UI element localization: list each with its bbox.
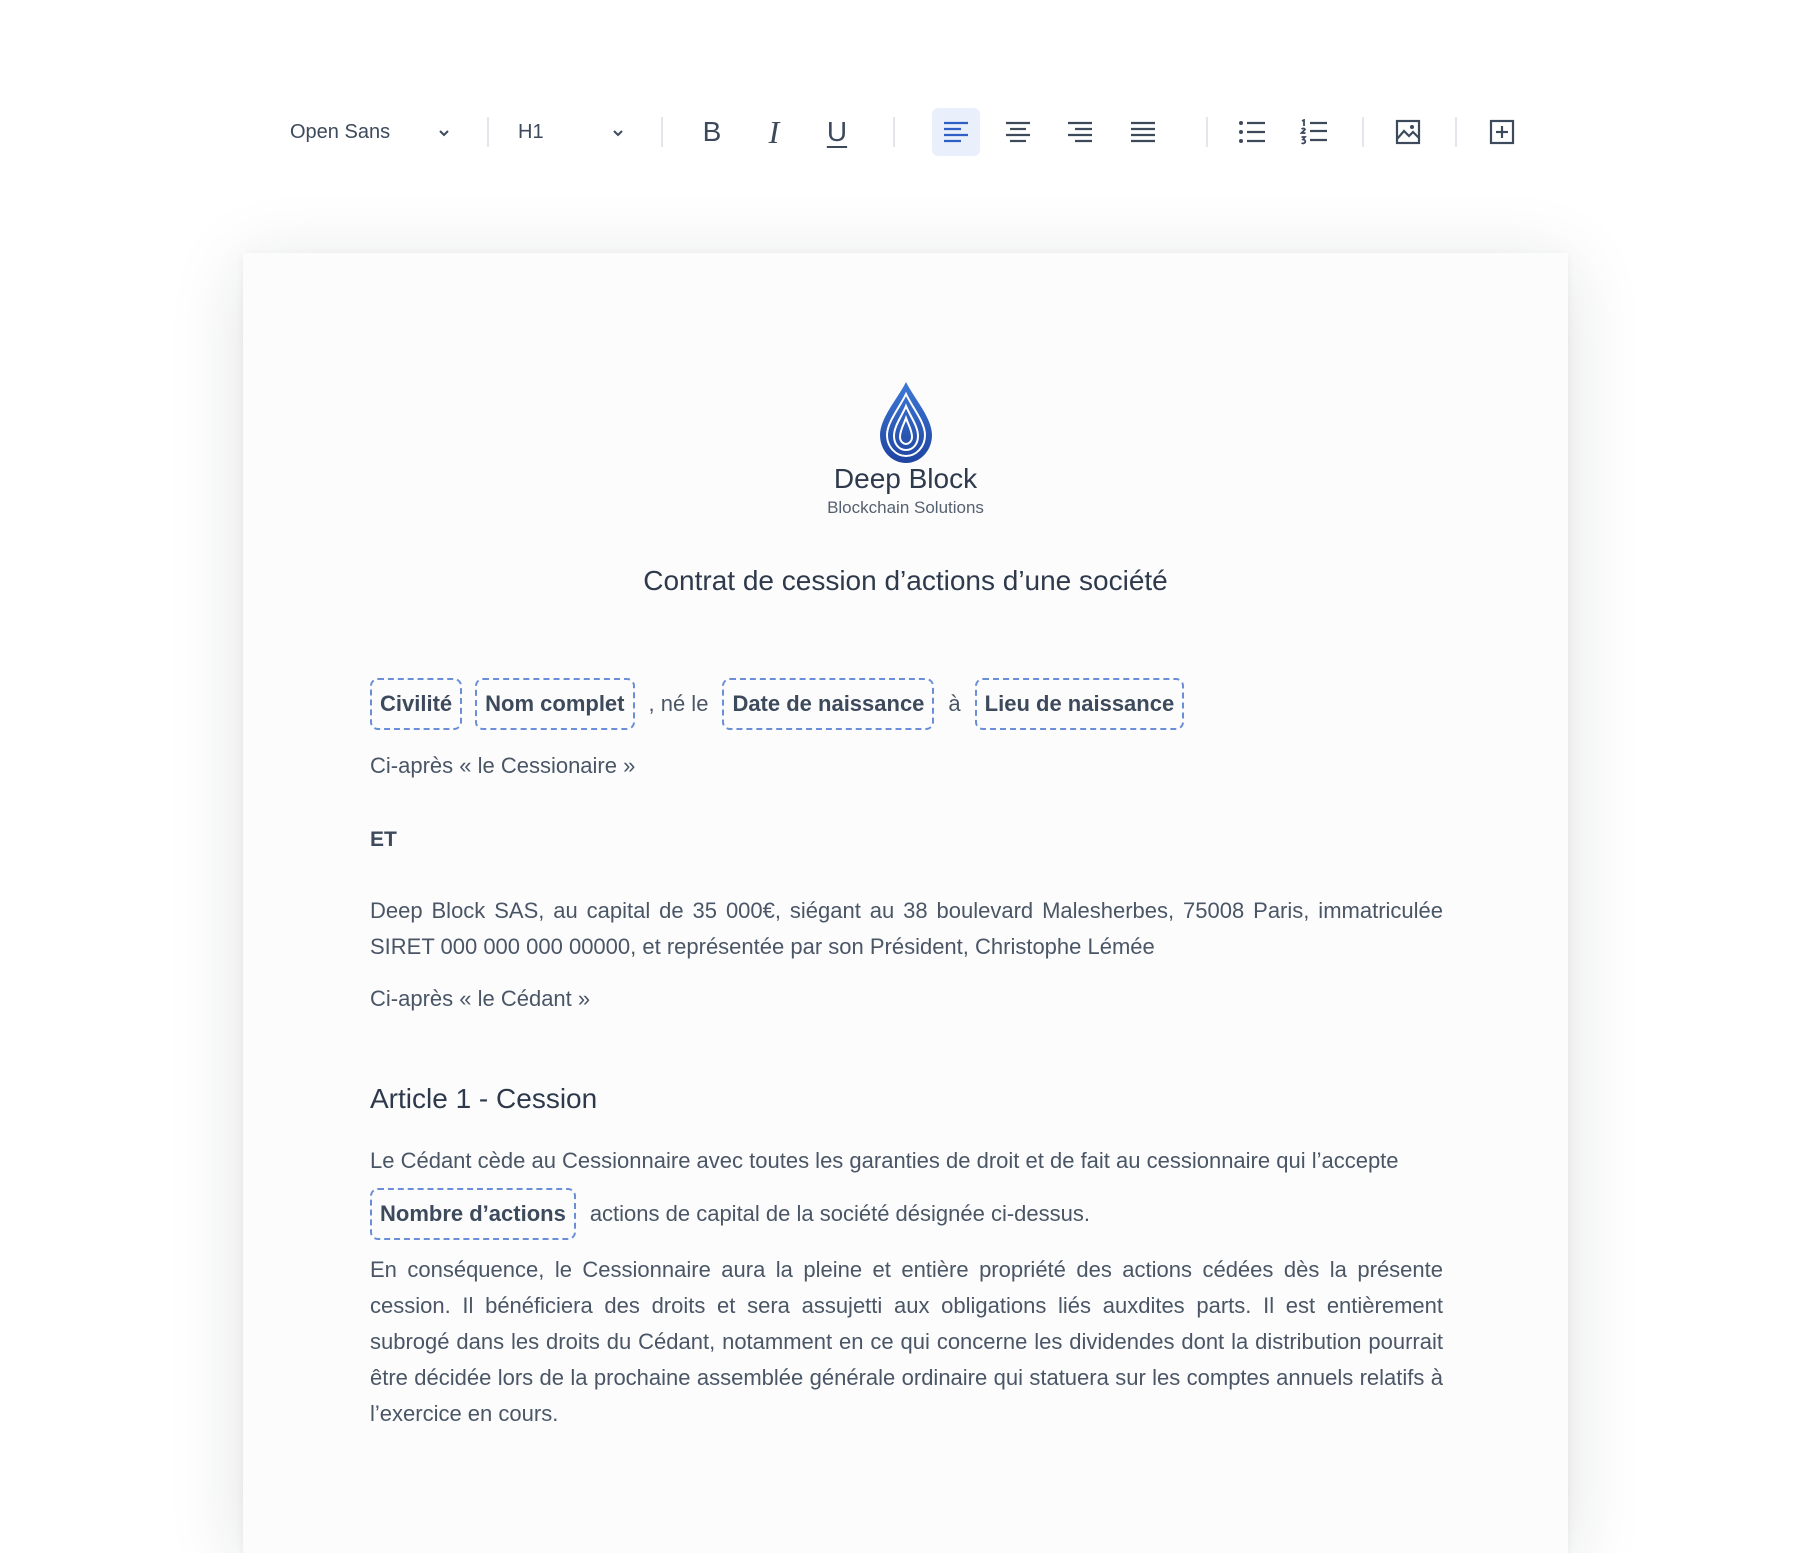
bold-button[interactable] — [688, 108, 736, 156]
share-count-field[interactable]: Nombre d’actions — [370, 1188, 576, 1240]
company-description: Deep Block SAS, au capital de 35 000€, siégant au 38 boulevard Malesherbes, 75008 Paris, immatriculée SIRET 000 000 000 00000, et représentée par son Président, Christophe Lémée — [370, 898, 1443, 959]
underline-button[interactable] — [813, 108, 861, 156]
article-1-body: En conséquence, le Cessionnaire aura la pleine et entière propriété des actions cédées dès la présente cession. Il bénéficiera des droits et sera assujetti aux obligations liés auxdites parts. Il est entièrement subrogé dans les droits du Cédant, notamment en ce qui concerne les dividendes dont la distribution pourrait être décidée lors de la prochaine assemblée générale ordinaire qui statuera sur les comptes annuels relatifs à l’exercice en cours. — [370, 1257, 1443, 1426]
heading-level-value: H1 — [518, 120, 544, 143]
birth-date-field[interactable]: Date de naissance — [722, 678, 934, 730]
at-text: à — [948, 691, 961, 716]
align-center-icon — [1005, 121, 1031, 143]
font-family-select[interactable] — [290, 112, 455, 152]
numbered-list-button[interactable] — [1290, 108, 1338, 156]
document-title[interactable]: Contrat de cession d’actions d’une société — [643, 565, 1168, 596]
heading-level-select[interactable] — [518, 112, 628, 152]
chevron-down-icon — [438, 124, 450, 140]
insert-image-button[interactable] — [1384, 108, 1432, 156]
toolbar-divider — [893, 117, 895, 147]
underline-icon: U — [826, 116, 848, 147]
italic-icon: I — [768, 114, 780, 150]
article-1-intro: Le Cédant cède au Cessionnaire avec toutes les garanties de droit et de fait au cessionnaire qui l’accepte — [370, 1148, 1399, 1173]
align-left-icon — [943, 121, 969, 143]
plus-box-icon — [1489, 119, 1515, 145]
align-center-button[interactable] — [994, 108, 1042, 156]
toolbar-divider — [1455, 117, 1457, 147]
toolbar-divider — [661, 117, 663, 147]
company-tagline: Blockchain Solutions — [827, 498, 984, 517]
toolbar-divider — [1206, 117, 1208, 147]
birth-place-field[interactable]: Lieu de naissance — [975, 678, 1185, 730]
bullet-list-icon — [1238, 120, 1266, 144]
editor-toolbar — [0, 0, 1812, 180]
share-count-text: actions de capital de la société désignée ci-dessus. — [589, 1201, 1091, 1226]
share-count-line — [370, 1188, 1104, 1240]
toolbar-divider — [1362, 117, 1364, 147]
align-justify-icon — [1130, 121, 1156, 143]
cedant-label: Ci-après « le Cédant » — [370, 986, 591, 1011]
italic-button[interactable] — [750, 108, 798, 156]
party-line — [370, 678, 1184, 730]
born-text: , né le — [648, 691, 709, 716]
civility-field[interactable]: Civilité — [370, 678, 462, 730]
company-name: Deep Block — [833, 463, 978, 494]
numbered-list-icon — [1300, 119, 1328, 145]
et-separator: ET — [370, 828, 397, 851]
bullet-list-button[interactable] — [1228, 108, 1276, 156]
align-right-icon — [1067, 121, 1093, 143]
chevron-down-icon — [612, 124, 624, 140]
full-name-field[interactable]: Nom complet — [475, 678, 634, 730]
article-1-title: Article 1 - Cession — [370, 1083, 598, 1114]
font-family-value: Open Sans — [290, 120, 391, 143]
bold-icon: B — [702, 116, 722, 147]
image-icon — [1395, 119, 1421, 145]
deep-block-drop-logo — [876, 380, 936, 465]
document-page[interactable] — [243, 253, 1568, 1553]
align-right-button[interactable] — [1056, 108, 1104, 156]
align-left-button[interactable] — [932, 108, 980, 156]
toolbar-divider — [487, 117, 489, 147]
insert-block-button[interactable] — [1478, 108, 1526, 156]
align-justify-button[interactable] — [1119, 108, 1167, 156]
cessionnaire-label: Ci-après « le Cessionaire » — [370, 753, 636, 778]
